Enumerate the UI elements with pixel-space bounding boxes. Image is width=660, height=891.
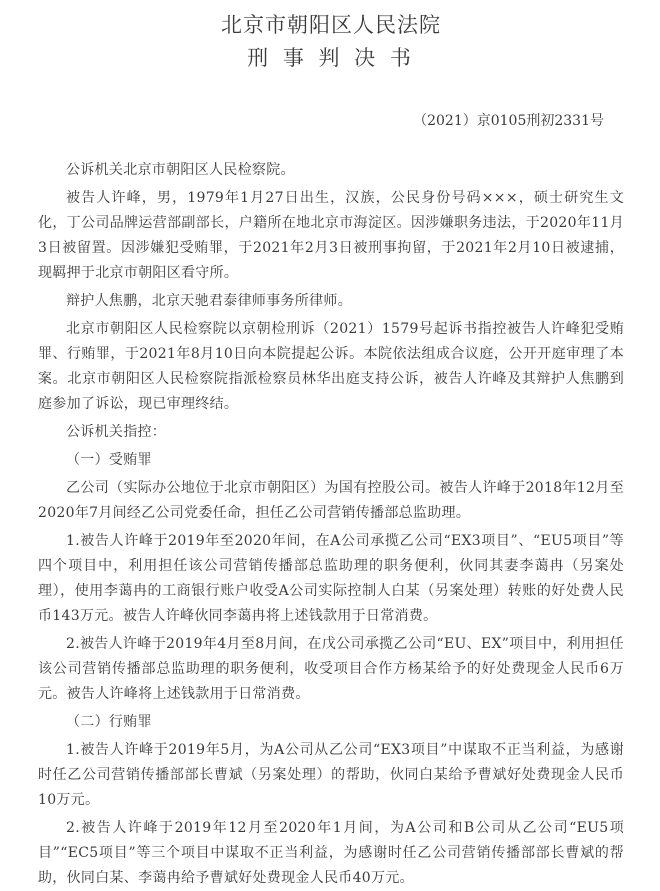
section-heading-bribery-offered: （二）行贿罪 bbox=[66, 714, 152, 730]
paragraph-proceedings: 北京市朝阳区人民检察院以京朝检刑诉（2021）1579号起诉书指控被告人许峰犯受贿罪、行贿罪，于2021年8月10日向本院提起公诉。本院依法组成合议庭，公开开庭审理了本案。北京市朝阳区人民检察院指派检察员林华出庭支持公诉，被告人许峰及其辩护人焦鹏到庭参加了诉讼，现已审理终结。 bbox=[38, 321, 624, 412]
paragraph-prosecutor: 公诉机关北京市朝阳区人民检察院。 bbox=[66, 162, 295, 178]
paragraph-defender: 辩护人焦鹏，北京天驰君泰律师事务所律师。 bbox=[66, 293, 352, 309]
section-heading-bribery-accepted: （一）受贿罪 bbox=[66, 452, 152, 468]
paragraph-charge-1-2: 2.被告人许峰于2019年4月至8月间，在戊公司承揽乙公司“EU、EX”项目中，利用担任该公司营销传播部总监助理的职务便利，收受项目合作方杨某给予的好处费现金人民币6万元。被告人许峰将上述钱款用于日常消费。 bbox=[38, 636, 624, 702]
paragraph-defendant: 被告人许峰，男，1979年1月27日出生，汉族，公民身份号码×××，硕士研究生文化，丁公司品牌运营部副部长，户籍所在地北京市海淀区。因涉嫌职务违法，于2020年11月3日被留置。因涉嫌犯受贿罪，于2021年2月3日被刑事拘留，于2021年2月10日被逮捕，现羁押于北京市朝阳区看守所。 bbox=[38, 190, 624, 281]
court-name: 北京市朝阳区人民法院 bbox=[221, 13, 441, 37]
paragraph-charge-2-1: 1.被告人许峰于2019年5月，为A公司从乙公司“EX3项目”中谋取不正当利益，为感谢时任乙公司营销传播部部长曹斌（另案处理）的帮助，伙同白某给予曹斌好处费现金人民币10万元。 bbox=[38, 742, 624, 808]
paragraph-charge-1-1: 1.被告人许峰于2019年至2020年间，在A公司承揽乙公司“EX3项目”、“EU5项目”等四个项目中，利用担任该公司营销传播部总监助理的职务便利，伙同其妻李蔼冉（另案处理），使用李蔼冉的工商银行账户收受A公司实际控制人白某（另案处理）转账的好处费人民币143万元。被告人许峰伙同李蔼冉将上述钱款用于日常消费。 bbox=[38, 533, 624, 624]
document-type: 刑 事 判 决 书 bbox=[247, 46, 415, 70]
paragraph-charges-heading: 公诉机关指控： bbox=[66, 424, 167, 440]
case-number: （2021）京0105刑初2331号 bbox=[413, 113, 604, 129]
paragraph-charge-2-2: 2.被告人许峰于2019年12月至2020年1月间，为A公司和B公司从乙公司“EU5项目”“EC5项目”等三个项目中谋取不正当利益，为感谢时任乙公司营销传播部部长曹斌的帮助，伙同白某、李蔼冉给予曹斌好处费现金人民币40万元。 bbox=[38, 820, 624, 886]
document-body bbox=[38, 158, 624, 891]
paragraph-company-background: 乙公司（实际办公地位于北京市朝阳区）为国有控股公司。被告人许峰于2018年12月至2020年7月间经乙公司党委任命，担任乙公司营销传播部总监助理。 bbox=[38, 480, 624, 521]
